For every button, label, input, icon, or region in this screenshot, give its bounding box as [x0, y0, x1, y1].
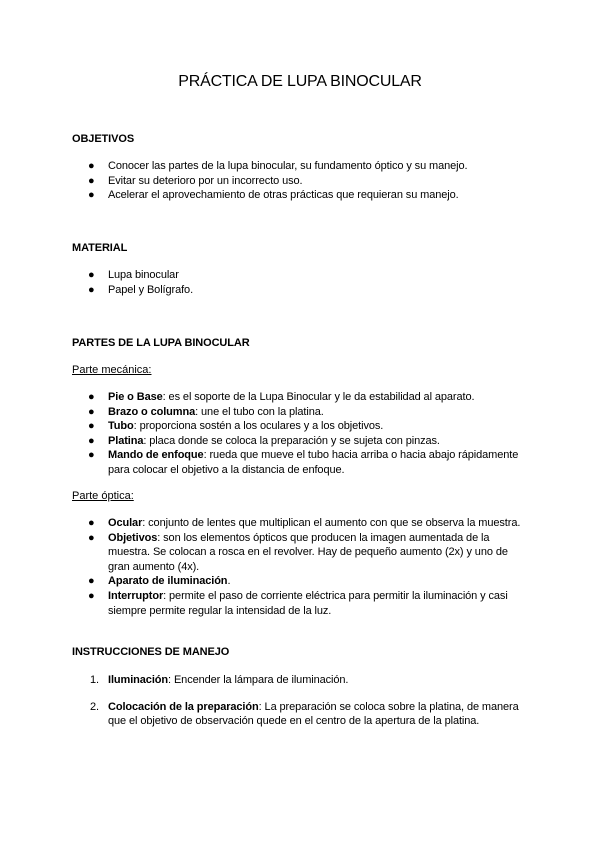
list-item: 2. Colocación de la preparación: La preparación se coloca sobre la platina, de manera que el objetivo de observación quede en el centro de la apertura de la platina.	[90, 700, 519, 728]
material-heading: MATERIAL	[72, 242, 128, 254]
document-title: PRÁCTICA DE LUPA BINOCULAR	[178, 73, 422, 90]
bullet-icon: ●	[88, 160, 95, 172]
list-item: ● Papel y Bolígrafo.	[88, 283, 194, 296]
list-item: ● Lupa binocular	[88, 269, 179, 281]
bullet-icon: ●	[88, 269, 95, 281]
list-item: ● Mando de enfoque: rueda que mueve el tubo hacia arriba o hacia abajo rápidamente para colocar el objetivo a la distancia de enfoque.	[88, 449, 519, 476]
instrucciones-list	[72, 673, 532, 729]
bullet-icon: ●	[88, 575, 95, 588]
bullet-icon: ●	[88, 434, 95, 447]
bullet-icon: ●	[88, 531, 95, 544]
bullet-icon: ●	[88, 517, 95, 529]
list-item: ● Objetivos: son los elementos ópticos que producen la imagen aumentada de la muestra. Se colocan a rosca en el revolver. Hay de pequeño aumento (2x) y uno de gran aumento (4x).	[88, 531, 508, 573]
objetivos-heading: OBJETIVOS	[72, 133, 135, 145]
list-item: ● Conocer las partes de la lupa binocular, su fundamento óptico y su manejo.	[88, 160, 468, 172]
bullet-icon: ●	[88, 420, 95, 433]
bullet-icon: ●	[88, 405, 95, 418]
list-item: ● Pie o Base: es el soporte de la Lupa Binocular y le da estabilidad al aparato.	[88, 391, 475, 403]
bullet-icon: ●	[88, 174, 95, 187]
list-item: ● Interruptor: permite el paso de corriente eléctrica para permitir la iluminación y casi siempre permite regular la intensidad de la luz.	[88, 589, 508, 617]
bullet-icon: ●	[88, 283, 95, 296]
bullet-icon: ●	[88, 391, 95, 403]
parte-mecanica-subheading: Parte mecánica:	[72, 364, 152, 376]
bullet-icon: ●	[88, 189, 95, 202]
list-item: ● Aparato de iluminación.	[88, 575, 231, 588]
parte-optica-list	[72, 516, 532, 618]
list-item: ● Brazo o columna: une el tubo con la platina.	[88, 405, 324, 418]
parte-optica-subheading: Parte óptica:	[72, 490, 134, 502]
list-item: ● Evitar su deterioro por un incorrecto uso.	[88, 174, 303, 187]
list-item: ● Acelerar el aprovechamiento de otras prácticas que requieran su manejo.	[88, 189, 459, 202]
list-item: ● Tubo: proporciona sostén a los oculares y a los objetivos.	[88, 420, 384, 433]
instrucciones-heading: INSTRUCCIONES DE MANEJO	[72, 646, 230, 658]
objetivos-list	[72, 159, 532, 203]
partes-heading: PARTES DE LA LUPA BINOCULAR	[72, 337, 250, 349]
list-item: ● Ocular: conjunto de lentes que multiplican el aumento con que se observa la muestra.	[88, 517, 521, 529]
bullet-icon: ●	[88, 589, 95, 602]
list-item: 1. Iluminación: Encender la lámpara de iluminación.	[90, 674, 349, 686]
parte-mecanica-list	[72, 390, 532, 478]
material-list	[72, 268, 532, 297]
list-item: ● Platina: placa donde se coloca la preparación y se sujeta con pinzas.	[88, 434, 440, 447]
bullet-icon: ●	[88, 449, 95, 462]
